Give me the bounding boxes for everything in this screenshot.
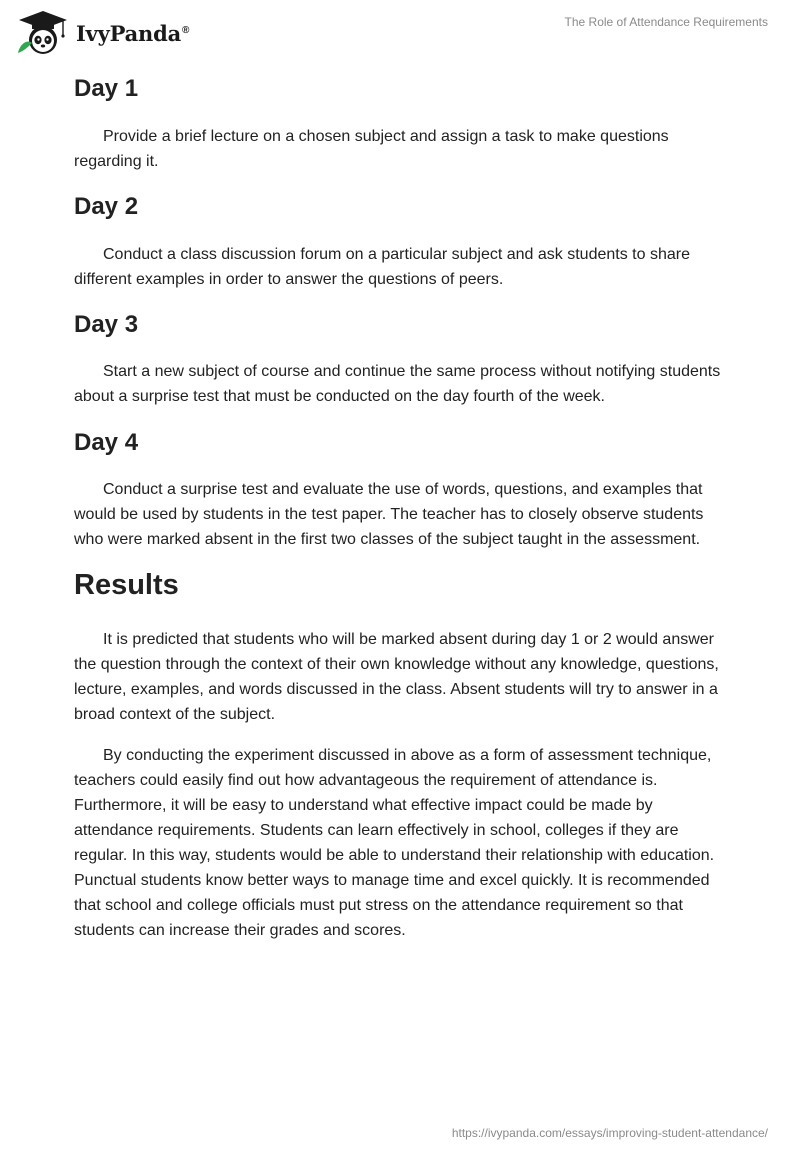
results-paragraph-1: It is predicted that students who will be marked absent during day 1 or 2 would answer the question through the context of their own knowledge without any knowledge, questions, lecture, examples, and words discussed in the class. Absent students will try to answer in a broad context of the subject.	[74, 631, 719, 723]
results-paragraph-2: By conducting the experiment discussed in above as a form of assessment technique, teachers could easily find out how advantageous the requirement of attendance is. Furthermore, it will be easy to understand what effective impact could be made by attendance requirements. Students can learn effectively in school, colleges if they are regular. In this way, students would be able to understand their relationship with education. Punctual students know better ways to manage time and excel quickly. It is recommended that school and college officials must put stress on the attendance requirement so that students can increase their grades and scores.	[74, 747, 715, 939]
day-1-heading: Day 1	[74, 75, 139, 102]
source-url[interactable]: https://ivypanda.com/essays/improving-student-attendance/	[451, 1126, 768, 1140]
day-2-text: Conduct a class discussion forum on a particular subject and ask students to share different examples in order to answer the questions of peers.	[74, 246, 690, 288]
day-4-heading: Day 4	[74, 429, 139, 456]
panda-graduate-icon	[14, 9, 72, 57]
brand-logo[interactable]	[14, 9, 189, 57]
registered-mark: ®	[182, 24, 190, 36]
day-4-text: Conduct a surprise test and evaluate the use of words, questions, and examples that would be used by students in the test paper. The teacher has to closely observe students who were marked absent in the first two classes of the subject taught in the assessment.	[74, 481, 704, 548]
results-heading: Results	[74, 569, 179, 601]
document-title: The Role of Attendance Requirements	[564, 15, 768, 29]
essay-content	[74, 74, 730, 943]
day-2-heading: Day 2	[74, 193, 139, 220]
day-1-text: Provide a brief lecture on a chosen subject and assign a task to make questions regarding it.	[74, 128, 669, 170]
day-3-text: Start a new subject of course and continue the same process without notifying students about a surprise test that must be conducted on the day fourth of the week.	[74, 363, 721, 405]
brand-name: IvyPanda®	[76, 20, 190, 46]
page-header	[0, 0, 800, 64]
day-3-heading: Day 3	[74, 311, 139, 338]
